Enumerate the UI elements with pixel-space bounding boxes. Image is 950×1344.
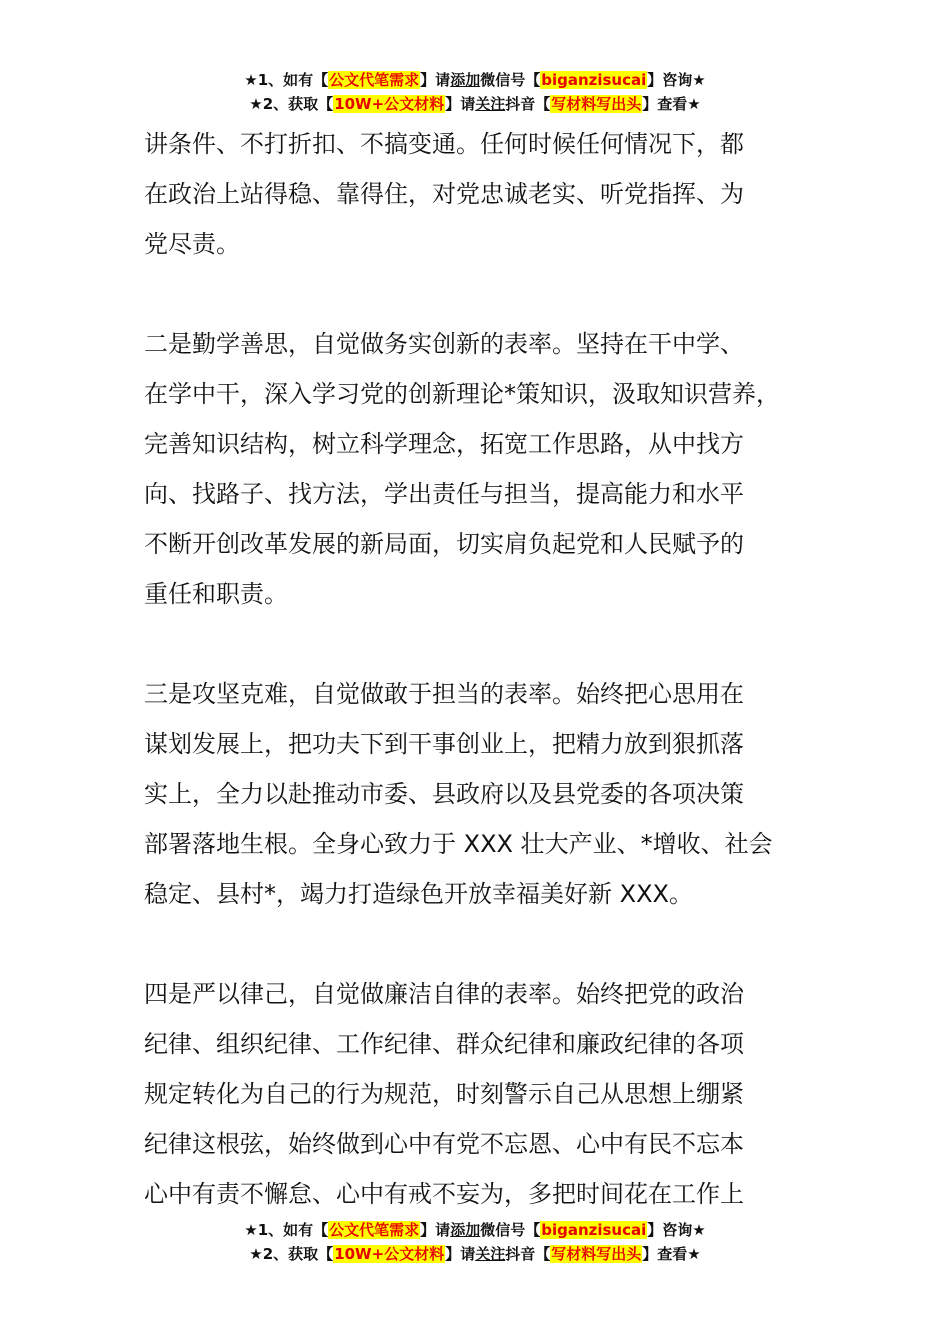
text-line: 心中有责不懈怠、心中有戒不妄为，多把时间花在工作上 — [144, 1180, 744, 1208]
banner-text: 微信号【 — [480, 1221, 541, 1239]
douyin-id-highlight: 写材料写出头 — [551, 95, 642, 113]
banner-text: 抖音【 — [505, 95, 551, 113]
banner-text: ★1、如有【 — [244, 71, 329, 89]
banner-text: ★1、如有【 — [244, 1221, 329, 1239]
underlined-text: 关注 — [475, 1245, 506, 1263]
text-line: 实上，全力以赴推动市委、县政府以及县党委的各项决策 — [144, 780, 744, 808]
banner-text: 】请 — [445, 1245, 476, 1263]
text-line: 重任和职责。 — [144, 580, 288, 608]
header-banner — [0, 68, 950, 116]
paragraph-1 — [144, 119, 834, 269]
underlined-text: 关注 — [475, 95, 506, 113]
underlined-text: 添加 — [450, 1221, 481, 1239]
banner-text: 】咨询★ — [647, 71, 706, 89]
text-line: 稳定、县村*，竭力打造绿色开放幸福美好新 XXX。 — [144, 880, 693, 908]
text-line: 在政治上站得稳、靠得住，对党忠诚老实、听党指挥、为 — [144, 180, 744, 208]
text-line: 三是攻坚克难，自觉做敢于担当的表率。始终把心思用在 — [144, 680, 744, 708]
banner-line-2 — [0, 92, 950, 116]
banner-text: 】请 — [420, 1221, 451, 1239]
text-line: 四是严以律己，自觉做廉洁自律的表率。始终把党的政治 — [144, 980, 744, 1008]
underlined-text: 添加 — [450, 71, 481, 89]
banner-line-2 — [0, 1242, 950, 1266]
text-line: 纪律、组织纪律、工作纪律、群众纪律和廉政纪律的各项 — [144, 1030, 744, 1058]
banner-line-1 — [0, 68, 950, 92]
banner-text: 】咨询★ — [647, 1221, 706, 1239]
banner-text: 微信号【 — [480, 71, 541, 89]
highlight-text: 10W+公文材料 — [334, 95, 445, 113]
text-line: 二是勤学善思，自觉做务实创新的表率。坚持在干中学、 — [144, 330, 744, 358]
banner-text: 】请 — [445, 95, 476, 113]
banner-line-1 — [0, 1218, 950, 1242]
highlight-text: 公文代笔需求 — [329, 1221, 420, 1239]
text-line: 讲条件、不打折扣、不搞变通。任何时候任何情况下，都 — [144, 130, 744, 158]
text-line: 在学中干，深入学习党的创新理论*策知识，汲取知识营养， — [144, 380, 780, 408]
text-line: 纪律这根弦，始终做到心中有党不忘恩、心中有民不忘本 — [144, 1130, 744, 1158]
text-line: 完善知识结构，树立科学理念，拓宽工作思路，从中找方 — [144, 430, 744, 458]
wechat-id-highlight: biganzisucai — [541, 71, 647, 89]
paragraph-4 — [144, 969, 834, 1219]
banner-text: ★2、获取【 — [249, 95, 334, 113]
banner-text: ★2、获取【 — [249, 1245, 334, 1263]
text-line: 向、找路子、找方法，学出责任与担当，提高能力和水平 — [144, 480, 744, 508]
paragraph-3 — [144, 669, 834, 919]
banner-text: 】查看★ — [642, 95, 701, 113]
text-line: 部署落地生根。全身心致力于 XXX 壮大产业、*增收、社会 — [144, 830, 773, 858]
paragraph-2 — [144, 319, 834, 619]
document-body — [144, 119, 834, 1219]
banner-text: 】请 — [420, 71, 451, 89]
text-line: 规定转化为自己的行为规范，时刻警示自己从思想上绷紧 — [144, 1080, 744, 1108]
text-line: 党尽责。 — [144, 230, 240, 258]
banner-text: 】查看★ — [642, 1245, 701, 1263]
text-line: 不断开创改革发展的新局面，切实肩负起党和人民赋予的 — [144, 530, 744, 558]
banner-text: 抖音【 — [505, 1245, 551, 1263]
footer-banner — [0, 1218, 950, 1266]
highlight-text: 10W+公文材料 — [334, 1245, 445, 1263]
wechat-id-highlight: biganzisucai — [541, 1221, 647, 1239]
highlight-text: 公文代笔需求 — [329, 71, 420, 89]
text-line: 谋划发展上，把功夫下到干事创业上，把精力放到狠抓落 — [144, 730, 744, 758]
douyin-id-highlight: 写材料写出头 — [551, 1245, 642, 1263]
